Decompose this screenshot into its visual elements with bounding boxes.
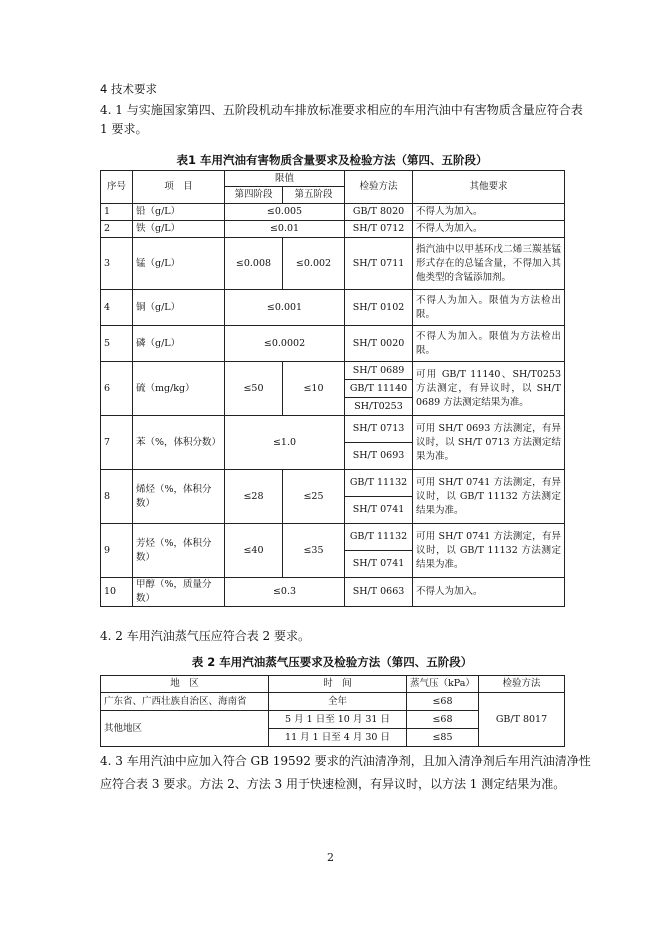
table-row	[101, 221, 565, 238]
row-stage5: ≤25	[283, 470, 345, 524]
table-row	[101, 470, 565, 497]
row-other: 可用 GB/T 11140、SH/T0253 方法测定，有异议时，以 SH/T 0689 方法测定结果为准。	[413, 362, 565, 416]
row-method: SH/T 0711	[345, 238, 413, 290]
row-method: SH/T 0741	[345, 497, 413, 524]
row-limit: ≤0.001	[225, 290, 345, 326]
row-item: 铁（g/L）	[133, 221, 225, 238]
header-method: 检验方法	[479, 676, 565, 693]
table-row	[101, 416, 565, 443]
row-no: 4	[101, 290, 133, 326]
row-region: 广东省、广西壮族自治区、海南省	[101, 693, 269, 711]
row-time: 全年	[269, 693, 407, 711]
table-row	[101, 362, 565, 380]
header-pressure: 蒸气压（kPa）	[407, 676, 479, 693]
row-no: 2	[101, 221, 133, 238]
table2-header-row	[101, 676, 565, 693]
row-method: SH/T 0102	[345, 290, 413, 326]
paragraph-4-1-line1: 4. 1 与实施国家第四、五阶段机动车排放标准要求相应的车用汽油中有害物质含量应符合表	[100, 103, 583, 117]
row-item: 铅（g/L）	[133, 204, 225, 221]
row-stage4: ≤40	[225, 524, 283, 578]
table-row	[101, 204, 565, 221]
row-no: 3	[101, 238, 133, 290]
table-row	[101, 326, 565, 362]
table-row	[101, 693, 565, 711]
row-stage4: ≤50	[225, 362, 283, 416]
row-method: GB/T 11132	[345, 524, 413, 551]
row-item: 甲醇（%，质量分数）	[133, 578, 225, 607]
row-item: 硫（mg/kg）	[133, 362, 225, 416]
header-time: 时 间	[269, 676, 407, 693]
header-stage5: 第五阶段	[283, 187, 345, 204]
paragraph-4-3-line2: 应符合表 3 要求。方法 2、方法 3 用于快速检测，有异议时，以方法 1 测定结果为准。	[100, 777, 566, 791]
row-item: 苯（%，体积分数）	[133, 416, 225, 470]
row-stage5: ≤0.002	[283, 238, 345, 290]
row-limit: ≤1.0	[225, 416, 345, 470]
row-method: SH/T 0663	[345, 578, 413, 607]
paragraph-4-1-line2: 1 要求。	[100, 122, 148, 136]
row-limit: ≤0.005	[225, 204, 345, 221]
row-method: SH/T 0713	[345, 416, 413, 443]
row-other: 可用 SH/T 0741 方法测定，有异议时，以 GB/T 11132 方法测定结果为准。	[413, 470, 565, 524]
table2-caption: 表 2 车用汽油蒸气压要求及检验方法（第四、五阶段）	[191, 655, 473, 669]
row-other: 不得人为加入。限值为方法检出限。	[413, 326, 565, 362]
table-row	[101, 290, 565, 326]
header-region: 地 区	[101, 676, 269, 693]
page-number: 2	[327, 851, 334, 864]
row-method: GB/T 8020	[345, 204, 413, 221]
row-no: 7	[101, 416, 133, 470]
table-row	[101, 578, 565, 607]
table2	[100, 675, 565, 747]
table1	[100, 170, 565, 607]
row-no: 5	[101, 326, 133, 362]
row-limit: ≤0.3	[225, 578, 345, 607]
row-no: 10	[101, 578, 133, 607]
header-item: 项 目	[133, 171, 225, 204]
row-other: 不得人为加入。	[413, 221, 565, 238]
row-method: SH/T 0693	[345, 443, 413, 470]
row-item: 烯烃（%，体积分数）	[133, 470, 225, 524]
header-stage4: 第四阶段	[225, 187, 283, 204]
row-region: 其他地区	[101, 711, 269, 747]
row-stage5: ≤35	[283, 524, 345, 578]
header-other: 其他要求	[413, 171, 565, 204]
row-stage5: ≤10	[283, 362, 345, 416]
section-heading: 4 技术要求	[100, 82, 157, 96]
row-method: SH/T 0020	[345, 326, 413, 362]
row-item: 锰（g/L）	[133, 238, 225, 290]
row-pressure: ≤68	[407, 711, 479, 729]
row-other: 指汽油中以甲基环戊二烯三羰基锰形式存在的总锰含量，不得加入其他类型的含锰添加剂。	[413, 238, 565, 290]
row-method: GB/T 8017	[479, 693, 565, 747]
table1-header-row	[101, 171, 565, 187]
header-no: 序号	[101, 171, 133, 204]
row-item: 芳烃（%，体积分数）	[133, 524, 225, 578]
row-item: 磷（g/L）	[133, 326, 225, 362]
row-method: SH/T 0712	[345, 221, 413, 238]
row-no: 1	[101, 204, 133, 221]
row-other: 可用 SH/T 0693 方法测定，有异议时，以 SH/T 0713 方法测定结果为准。	[413, 416, 565, 470]
row-time: 11 月 1 日至 4 月 30 日	[269, 729, 407, 747]
header-method: 检验方法	[345, 171, 413, 204]
row-method: GB/T 11132	[345, 470, 413, 497]
header-limit: 限值	[225, 171, 345, 187]
table-row	[101, 524, 565, 551]
row-no: 6	[101, 362, 133, 416]
row-limit: ≤0.0002	[225, 326, 345, 362]
row-item: 铜（g/L）	[133, 290, 225, 326]
row-stage4: ≤28	[225, 470, 283, 524]
row-method: SH/T 0689	[345, 362, 413, 380]
row-pressure: ≤85	[407, 729, 479, 747]
paragraph-4-2: 4. 2 车用汽油蒸气压应符合表 2 要求。	[100, 629, 310, 643]
table-row	[101, 238, 565, 290]
row-no: 8	[101, 470, 133, 524]
row-method: SH/T 0741	[345, 551, 413, 578]
row-no: 9	[101, 524, 133, 578]
row-pressure: ≤68	[407, 693, 479, 711]
row-other: 不得人为加入。	[413, 578, 565, 607]
row-other: 可用 SH/T 0741 方法测定，有异议时，以 GB/T 11132 方法测定结果为准。	[413, 524, 565, 578]
row-time: 5 月 1 日至 10 月 31 日	[269, 711, 407, 729]
row-other: 不得人为加入。	[413, 204, 565, 221]
row-stage4: ≤0.008	[225, 238, 283, 290]
row-method: GB/T 11140	[345, 380, 413, 398]
row-limit: ≤0.01	[225, 221, 345, 238]
row-other: 不得人为加入。限值为方法检出限。	[413, 290, 565, 326]
table1-caption: 表1 车用汽油有害物质含量要求及检验方法（第四、五阶段）	[176, 153, 488, 167]
paragraph-4-3-line1: 4. 3 车用汽油中应加入符合 GB 19592 要求的汽油清净剂，且加入清净剂后车用汽油清净性	[100, 754, 591, 768]
row-method: SH/T0253	[345, 398, 413, 416]
